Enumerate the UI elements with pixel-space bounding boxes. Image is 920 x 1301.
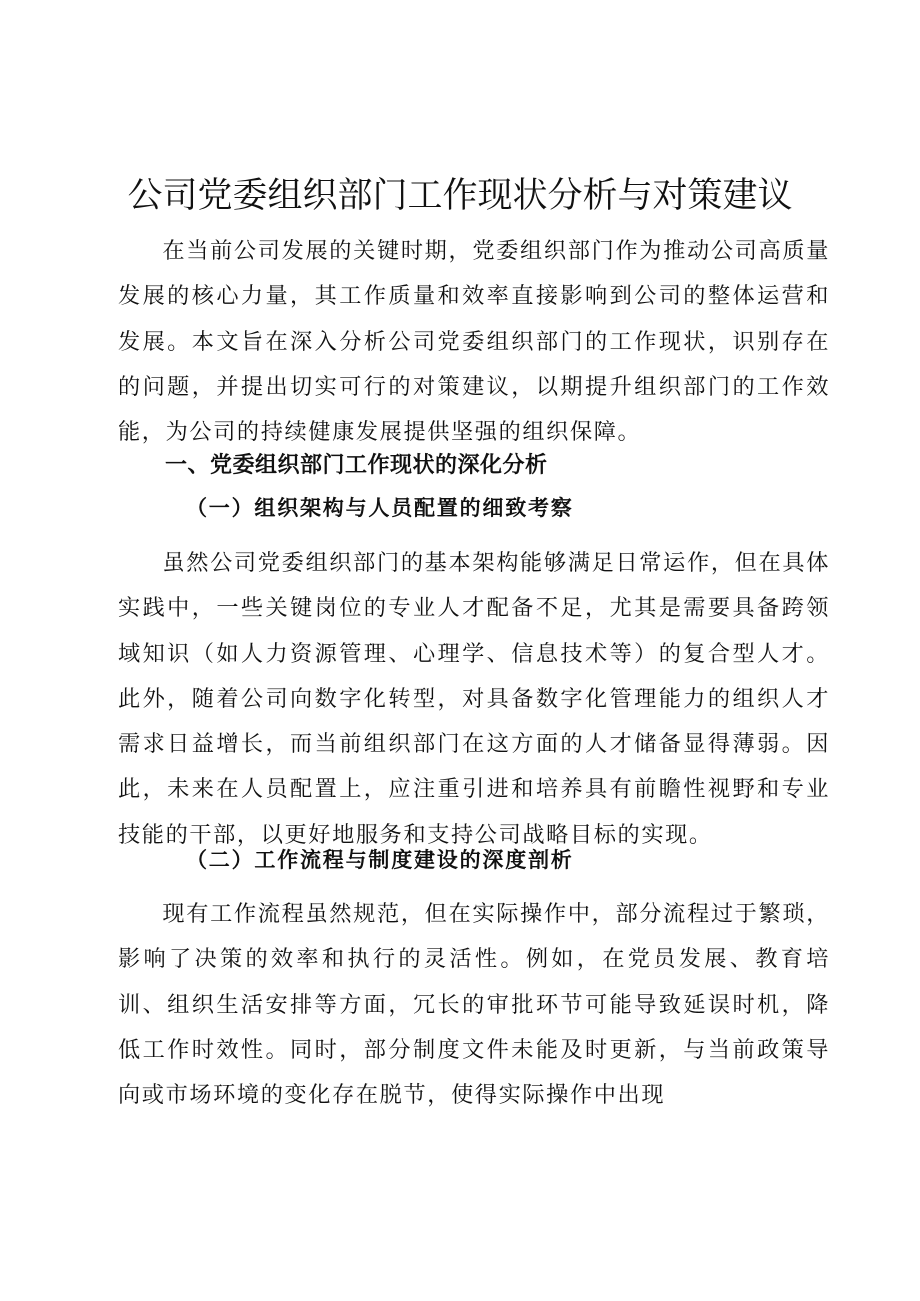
section-heading: 一、党委组织部门工作现状的深化分析 <box>165 453 548 478</box>
document-title: 公司党委组织部门工作现状分析与对策建议 <box>127 176 793 216</box>
subsection-paragraph-2: 现有工作流程虽然规范，但在实际操作中，部分流程过于繁琐，影响了决策的效率和执行的灵活性。例如，在党员发展、教育培训、组织生活安排等方面，冗长的审批环节可能导致延误时机，降低工作时效性。同时，部分制度文件未能及时更新，与当前政策导向或市场环境的变化存在脱节，使得实际操作中出现 <box>118 901 830 1109</box>
intro-paragraph: 在当前公司发展的关键时期，党委组织部门作为推动公司高质量发展的核心力量，其工作质量和效率直接影响到公司的整体运营和发展。本文旨在深入分析公司党委组织部门的工作现状，识别存在的问题，并提出切实可行的对策建议，以期提升组织部门的工作效能，为公司的持续健康发展提供坚强的组织保障。 <box>118 238 830 446</box>
subsection-heading-2: （二）工作流程与制度建设的深度剖析 <box>186 847 574 872</box>
subsection-paragraph-1: 虽然公司党委组织部门的基本架构能够满足日常运作，但在具体实践中，一些关键岗位的专业人才配备不足，尤其是需要具备跨领域知识（如人力资源管理、心理学、信息技术等）的复合型人才。此外，随着公司向数字化转型，对具备数字化管理能力的组织人才需求日益增长，而当前组织部门在这方面的人才储备显得薄弱。因此，未来在人员配置上，应注重引进和培养具有前瞻性视野和专业技能的干部，以更好地服务和支持公司战略目标的实现。 <box>118 550 830 848</box>
subsection-heading-1: （一）组织架构与人员配置的细致考察 <box>186 495 574 520</box>
